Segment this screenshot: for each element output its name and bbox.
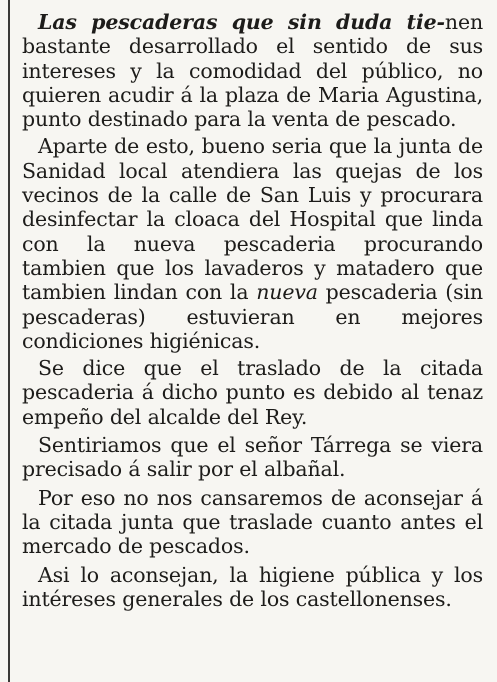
paragraph-3: Se dice que el traslado de la citada pescaderia á dicho punto es debido al tenaz empeño del alcalde del Rey. — [22, 356, 483, 429]
paragraph-2-text-b: pescaderia (sin pescaderas) estuvieran en mejores condiciones higiénicas. — [22, 280, 483, 353]
paragraph-4: Sentiriamos que el señor Tárrega se viera precisado á salir por el albañal. — [22, 433, 483, 482]
paragraph-2-text-a: Aparte de esto, bueno seria que la junta de Sanidad local atendiera las quejas de los vecinos de la calle de San Luis y procurara desinfectar la cloaca del Hospital que linda con la nueva pescaderia procurando tambien que los lavaderos y matadero que tambien lindan con la — [22, 134, 483, 305]
paragraph-2-emphasis: nueva — [256, 280, 318, 305]
paragraph-6: Asi lo aconsejan, la higiene pública y los intéreses generales de los castellonenses. — [22, 562, 483, 611]
paragraph-1 — [22, 10, 483, 131]
paragraph-1-text: nen bastante desarrollado el sentido de sus intereses y la comodidad del público, no quieren acudir á la plaza de Maria Agustina, punto destinado para la venta de pescado. — [22, 10, 483, 132]
paragraph-5: Por eso no nos cansaremos de aconsejar á la citada junta que traslade cuanto antes el mercado de pescados. — [22, 485, 483, 559]
paragraph-2 — [22, 134, 483, 353]
lead-phrase: Las pescaderas que sin duda tie- — [38, 10, 445, 34]
